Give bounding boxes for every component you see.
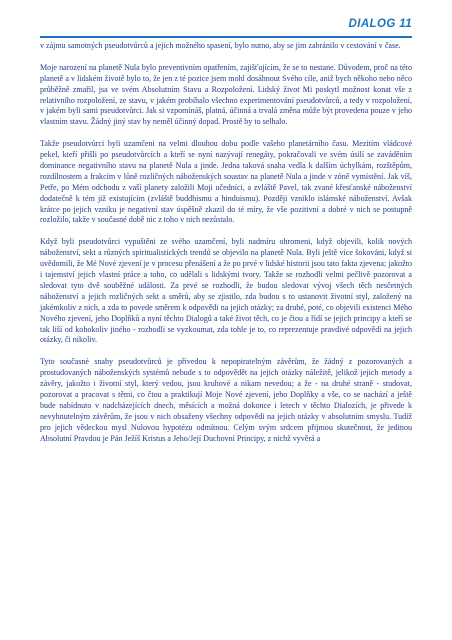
paragraph: Moje narození na planetě Nula bylo preventivním opatřením, zajišťujícím, že se to nestane. Důvodem, proč na této planetě a v lidském životě bylo to, že jen z té pozice jsem mohl dosáhnout Svého cíle, aniž bych někoho nebo něco průběžně zmařil, jsa ve svém Absolutním Stavu a Rozpoložení. Lidský život Mi poskytl možnost konat vše z relativního rozpoložení, ze stavu, v jakém probíhalo všechno experimentování pseudotvůrců, a tedy v rozpoložení, v jakém byli sami pseudotvůrci. Jak si vzpomínáš, platná, účinná a trvalá změna může být provedena pouze v jeho vlastním stavu. Žádný jiný stav by neměl účinný dopad. Prostě by to selhalo. xyxy=(40,62,412,127)
paragraph: Tyto současné snahy pseudotvůrců je přivedou k nepopiratelným závěrům, že žádný z pozorovaných a prostudovaných náboženských systémů nebude s to odpovědět na jejich otázky náležitě, jelikož jejich metody a závěry, jakožto i životní styl, který vedou, jsou kruhové a nikam nevedou; a že - na druhé straně - studovat, pozorovat a pracovat s těmi, co čtou a praktikují Moje Nové zjevení, jeho Doplňky a vše, co se nachází a ještě bude nabídnuto v nadcházejících dnech, měsících a možná dokonce i letech v těchto Dialozích, je přivede k nevyhnutelným závěrům, že jsou v nich obsaženy všechny odpovědi na jejich otázky v absolutním smyslu. Tudíž pro jejich vědeckou mysl Nulovou hypotézu odmítnou. Celým svým srdcem přijmou skutečnost, že jedinou Absolutní Pravdou je Pán Ježíš Kristus a Jeho/Její Duchovní Principy, z nichž vyvěrá a xyxy=(40,357,412,443)
page-header-title: DIALOG 11 xyxy=(348,18,412,30)
header-divider xyxy=(40,36,412,38)
paragraph: v zájmu samotných pseudotvůrců a jejich možného spasení, bylo nutno, aby se jim zabránilo v cestování v čase. xyxy=(40,41,401,50)
paragraph: Když byli pseudotvůrci vypuštěni ze svého uzamčení, byli nadmíru ohromeni, když objevili, kolik nových náboženství, sekt a různých spiritualistických trendů se objevilo na planetě Nula. Byli ještě více šokováni, když si uvědomili, že Mé Nové zjevení je v procesu přenášení a že po prvé v lidské historii jsou tato fakta zjevena; jakožto i tajemství jejich vlastní práce a toho, co udělali s lidskými tvory. Takže se rozhodli velmi pečlivě pozorovat a sledovat tyto dvě souběžné události. Za prvé se rozhodli, že budou sledovat vývoj všech těch nesčetných náboženství a jejich rozličných sekt a směrů, aby se zjistilo, zda budou s to ustanovit životní styl, založený na jakémkoliv z nich, a zda to povede směrem k odpovědi na jejich otázky; za druhé, poté, co objevili existenci Mého Nového zjevení, jeho Doplňků a nyní těchto Dialogů a také život těch, co je čtou a řídí se jejich principy a kteří se tak liší od kohokoliv jiného - rozhodli se vyzkoumat, zda tohle je to, co reprezentuje pravdivé odpovědi na jejich otázky, či nikoliv. xyxy=(40,237,412,345)
paragraph: Takže pseudotvůrci byli uzamčeni na velmi dlouhou dobu podle vašeho planetárního času. Mezitím vládcové pekel, kteří přišli po pseudotvůrcích a kteří se nyní nazývají renegáty, pokračovali ve svém úsilí se zaváděním dominance negativního stavu na planetě Nula a jinde. Jedna taková snaha vedla k dalším úchylkám, rozštěpům, rozdílnostem a frakcím v lůně rozličných náboženských soustav na planetě Nula a jinde v zóně vymístění. Jak víš, Petře, po Mém odchodu z vaší planety založili Moji učedníci, a zvláště Pavel, tak zvané křesťanské náboženství dodatečně k tém již existujícím (zvláště buddhismu a hinduismu). Později vzniklo islámské náboženství. Avšak krátce po jejich vzniku je negativní stav úspěšně zkazil do té míry, že vše pozitivní a dobré v nich se postupně rozložilo, takže v současné době nic z toho v nich nezůstalo. xyxy=(40,139,412,225)
body-text xyxy=(40,41,412,444)
